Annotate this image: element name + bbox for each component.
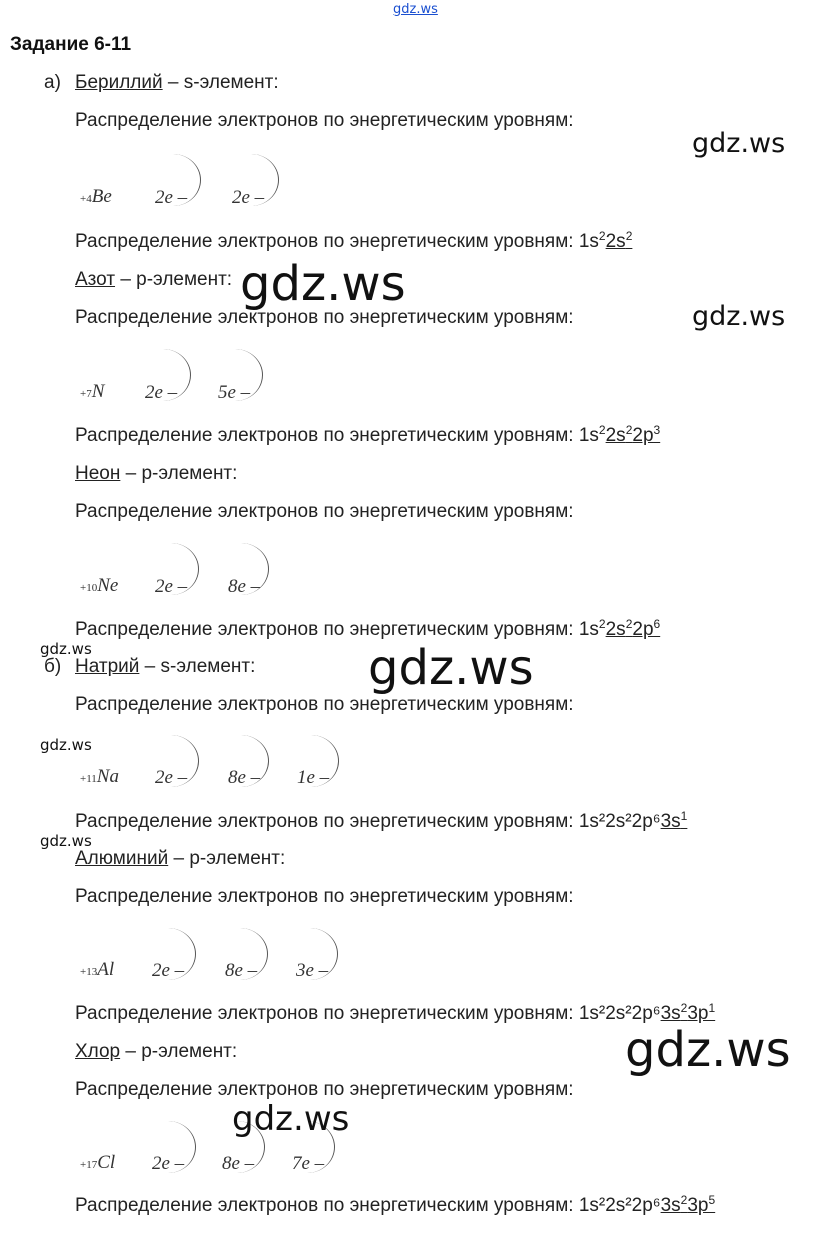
watermark: gdz.ws (40, 832, 92, 850)
element-type: – р-элемент: (120, 269, 233, 290)
element-symbol: +17Cl (80, 1152, 116, 1173)
element-symbol: +4Be (80, 186, 112, 207)
element-type: – р-элемент: (125, 463, 238, 484)
shell-arc (288, 735, 339, 787)
part-a-marker: а) (44, 72, 61, 93)
shell-label: 2e – (155, 576, 188, 597)
watermark: gdz.ws (692, 128, 786, 159)
shell-label: 3e – (296, 960, 329, 981)
element-name: Алюминий (75, 848, 169, 869)
shell-label: 2e – (145, 382, 178, 403)
shell-arc (218, 735, 269, 787)
distribution-label: Распределение электронов по энергетическим уровням: (75, 694, 574, 715)
watermark: gdz.ws (368, 640, 534, 696)
element-type: – р-элемент: (173, 848, 286, 869)
distribution-label: Распределение электронов по энергетическим уровням: (75, 1079, 574, 1100)
shell-arc (212, 349, 263, 401)
shell-label: 2e – (232, 187, 265, 208)
task-title: Задание 6-11 (10, 34, 132, 55)
config-line-aluminium: Распределение электронов по энергетическим уровням: $1s^22s^22p^63s^23p^1$ (75, 1001, 716, 1024)
element-type: – s-элемент: (144, 656, 256, 677)
watermark: gdz.ws (40, 640, 92, 658)
distribution-label: Распределение электронов по энергетическим уровням: (75, 886, 574, 907)
distribution-label: Распределение электронов по энергетическим уровням: (75, 307, 574, 328)
shell-label: 5e – (218, 382, 251, 403)
element-name: Азот (75, 269, 116, 290)
element-symbol: +13Al (80, 959, 115, 980)
shell-arc (218, 543, 269, 595)
watermark: gdz.ws (40, 736, 92, 754)
part-b-marker: б) (44, 656, 62, 677)
config-line-sodium: Распределение электронов по энергетическим уровням: $1s^22s^22p^63s^1$ (75, 809, 688, 832)
element-name: Неон (75, 463, 121, 484)
shell-label: 8e – (228, 576, 261, 597)
distribution-label: Распределение электронов по энергетическим уровням: (75, 501, 574, 522)
shell-arc (228, 154, 279, 206)
shell-label: 2e – (152, 1153, 185, 1174)
shell-label: 7e – (292, 1153, 325, 1174)
shell-label: 2e – (152, 960, 185, 981)
shell-arc (287, 928, 338, 980)
shell-arc (148, 735, 199, 787)
watermark: gdz.ws (240, 256, 406, 312)
element-symbol: +10Ne (80, 575, 119, 596)
shell-arc (148, 543, 199, 595)
watermark: gdz.ws (625, 1022, 791, 1078)
shell-label: 8e – (228, 767, 261, 788)
config-line-neon: Распределение электронов по энергетическим уровням: $1s^22s^22p^6$ (75, 617, 661, 640)
element-heading-sodium (75, 656, 255, 678)
config-line-nitrogen: Распределение электронов по энергетическим уровням: $1s^22s^22p^3$ (75, 423, 661, 446)
element-heading-nitrogen (75, 269, 232, 291)
element-type: – s-элемент: (167, 72, 279, 93)
shell-label: 8e – (222, 1153, 255, 1174)
element-heading-chlorine (75, 1041, 237, 1063)
config-line-beryllium: Распределение электронов по энергетическим уровням: $1s^22s^2$ (75, 229, 633, 252)
shell-arc (145, 928, 196, 980)
watermark: gdz.ws (232, 1099, 350, 1139)
shell-arc (150, 154, 201, 206)
element-heading-neon (75, 463, 237, 485)
shell-label: 2e – (155, 187, 188, 208)
header-watermark-link[interactable]: gdz.ws (393, 2, 438, 17)
watermark: gdz.ws (692, 301, 786, 332)
shell-arc (145, 1121, 196, 1173)
shell-label: 8e – (225, 960, 258, 981)
element-name: Бериллий (75, 72, 163, 93)
element-name: Хлор (75, 1041, 121, 1062)
element-name: Натрий (75, 656, 140, 677)
shell-label: 2e – (155, 767, 188, 788)
shell-arc (217, 928, 268, 980)
element-symbol: +11Na (80, 766, 119, 787)
shell-label: 1e – (297, 767, 330, 788)
distribution-label: Распределение электронов по энергетическим уровням: (75, 110, 574, 131)
shell-arc (140, 349, 191, 401)
element-type: – р-элемент: (125, 1041, 238, 1062)
element-heading-beryllium (75, 72, 279, 94)
element-symbol: +7N (80, 381, 105, 402)
element-heading-aluminium (75, 848, 285, 870)
config-line-chlorine: Распределение электронов по энергетическим уровням: $1s^22s^22p^63s^23p^5$ (75, 1193, 716, 1216)
